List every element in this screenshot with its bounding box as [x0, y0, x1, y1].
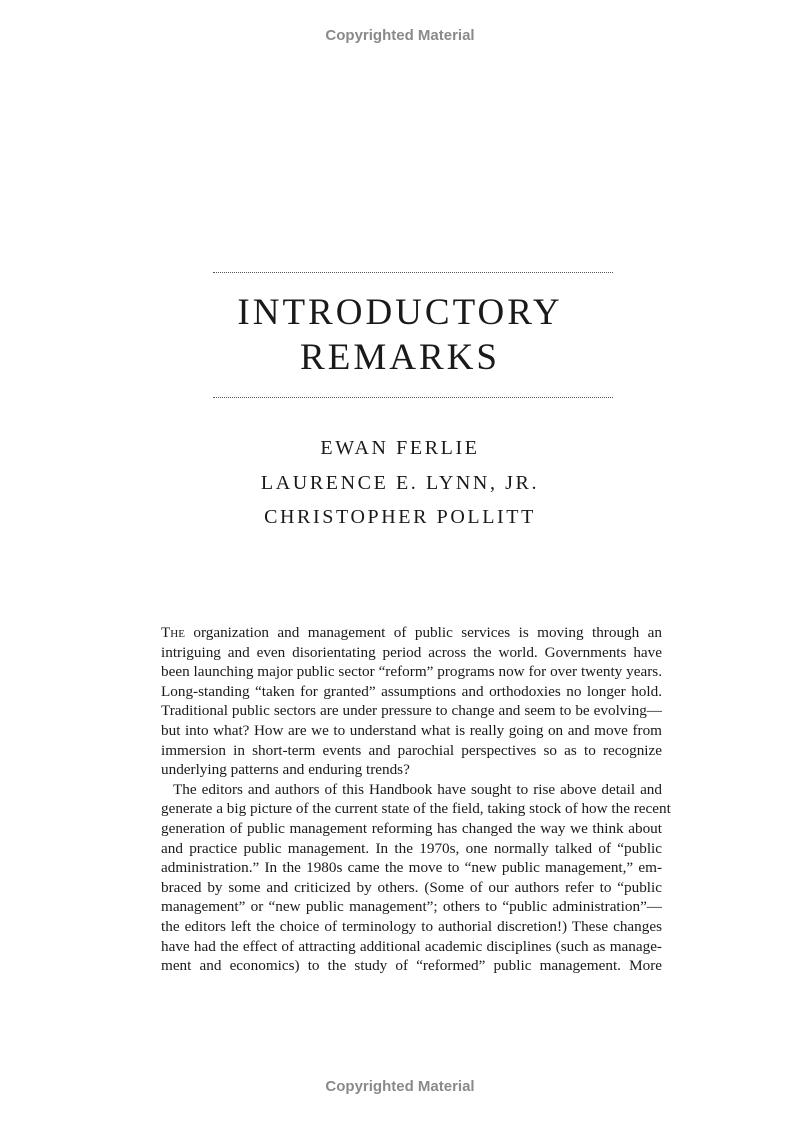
text-line: Traditional public sectors are under pressure to change and seem to be evolving—	[161, 702, 662, 720]
text-line: underlying patterns and enduring trends?	[161, 761, 410, 779]
drop-word: The	[161, 624, 185, 641]
chapter-title	[0, 290, 800, 380]
text-line: but into what? How are we to understand what is really going on and move from	[161, 721, 662, 739]
text-line: Long-standing “taken for granted” assumptions and orthodoxies no longer hold.	[161, 682, 662, 700]
copyright-watermark-top: Copyrighted Material	[325, 27, 475, 44]
author-name: EWAN FERLIE	[320, 437, 480, 459]
text-line: have had the effect of attracting additional academic disciplines (such as manage-	[161, 937, 662, 955]
text-line: immersion in short-term events and parochial perspectives so as to recognize	[161, 741, 662, 759]
text-line: generation of public management reforming has changed the way we think about	[161, 819, 662, 837]
text-line-rest: organization and management of public services is moving through an	[184, 624, 662, 641]
text-line: management” or “new public management”; others to “public administration”—	[161, 898, 662, 916]
text-line: and practice public management. In the 1970s, one normally talked of “public	[161, 839, 662, 857]
text-line: ment and economics) to the study of “reformed” public management. More	[161, 957, 662, 975]
text-line: the editors left the choice of terminology to authorial discretion!) These changes	[161, 917, 662, 935]
title-rule-top	[213, 272, 613, 273]
text-line: braced by some and criticized by others. (Some of our authors refer to “public	[161, 878, 662, 896]
author-name: LAURENCE E. LYNN, JR.	[260, 472, 540, 494]
title-rule-bottom	[213, 397, 613, 398]
text-line: been launching major public sector “reform” programs now for over twenty years.	[161, 663, 662, 681]
text-line: administration.” In the 1980s came the move to “new public management,” em-	[161, 859, 662, 877]
copyright-watermark-bottom: Copyrighted Material	[325, 1078, 475, 1095]
text-line: generate a big picture of the current state of the field, taking stock of how the recent	[161, 800, 671, 818]
text-line	[161, 623, 662, 643]
chapter-title-line-2: REMARKS	[300, 337, 500, 378]
body-text	[161, 623, 671, 976]
chapter-title-line-1: INTRODUCTORY	[237, 292, 563, 333]
text-line: The editors and authors of this Handbook have sought to rise above detail and	[173, 780, 662, 798]
author-name: CHRISTOPHER POLLITT	[264, 506, 536, 528]
text-line: intriguing and even disorientating period across the world. Governments have	[161, 643, 662, 661]
